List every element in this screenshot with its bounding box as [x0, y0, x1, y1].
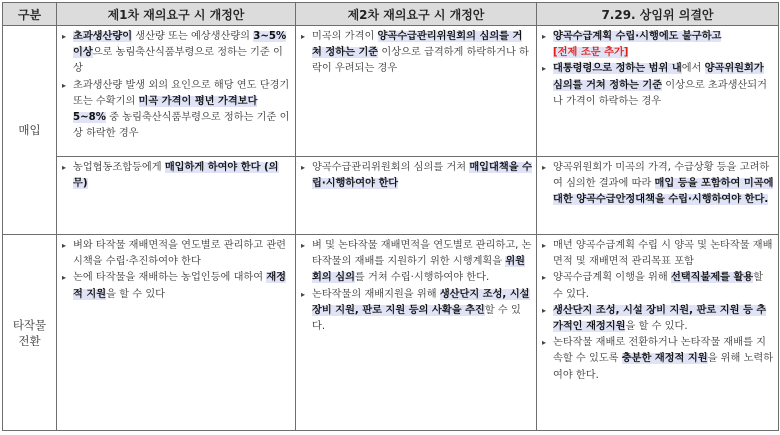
list-item	[61, 270, 291, 302]
text-segment: 미곡의 가격이	[312, 31, 378, 42]
list-item	[541, 29, 774, 61]
header-row	[3, 3, 779, 26]
text-segment: 할 수 있다.	[312, 304, 521, 333]
list-item	[61, 78, 291, 143]
table-row	[3, 26, 779, 157]
highlighted-text: 양곡수급관리위원회의 심의를 거쳐 정하는 기준	[312, 31, 523, 59]
cell-r3-c3	[537, 235, 779, 431]
bullet-list	[541, 160, 774, 209]
text-segment: 매년 양곡수급계획 수립 시 양곡 및 논타작물 재배면적 및 재배면적 관리목표 포함	[553, 240, 773, 268]
cell-r1-c1	[57, 26, 296, 157]
bullet-list	[61, 160, 291, 192]
text-segment: 논에 타작물을 재배하는 농업인등에 대하여	[73, 272, 267, 284]
highlighted-text: [전제 조문 추가]	[553, 47, 629, 59]
category-crop-switch-line2: 전환	[18, 333, 41, 348]
category-crop-switch	[3, 235, 57, 431]
highlighted-text: 생산단지 조성, 시설장비 지원, 판로 지원 등의 사확을 추진	[312, 288, 530, 316]
text-segment: 중 농림축산식품부령으로 정하는 기준 이상 하락한 경우	[73, 112, 290, 140]
bullet-list	[61, 238, 291, 303]
list-item	[300, 160, 532, 192]
cell-r1-c2	[296, 26, 537, 157]
text-segment: 벼 및 논타작물 재배면적을 연도별로 관리하고, 논타작물의 재배를 지원하기 위한 시행계획을	[312, 240, 532, 268]
list-item	[61, 160, 291, 192]
category-purchase: 매입	[3, 26, 57, 235]
highlighted-text: 3~5% 이상	[73, 31, 287, 59]
highlighted-text: 위원회의 심의	[312, 256, 526, 284]
highlighted-text: 대통령령으로 정하는 범위 내	[553, 63, 682, 75]
text-segment: 으로 농림축산식품부령으로 정하는 기준 이상	[73, 47, 283, 75]
cell-r2-c1	[57, 157, 296, 235]
text-segment: 이상으로 초과생산되거나 가격이 하락하는 경우	[553, 79, 767, 107]
text-segment: 할 수 있다.	[553, 272, 764, 300]
table-row	[3, 235, 779, 431]
highlighted-text: 미곡 가격이 평년 가격보다 5~8%	[73, 95, 258, 124]
text-segment: 이상으로 급격하게 하락하거나 하락이 우려되는 경우	[312, 47, 529, 75]
cell-r2-c3	[537, 157, 779, 235]
bullet-list	[61, 29, 291, 142]
comparison-table	[2, 2, 779, 431]
bullet-list	[541, 238, 774, 384]
list-item	[300, 287, 532, 336]
text-segment: 논타작물 재배로 전환하거나 논타작물 재배를 지속할 수 있도록	[553, 337, 767, 365]
highlighted-text: 양곡수급계획 수립·시행에도 불구하고	[553, 31, 722, 42]
highlighted-text: 선택직불제를 활용	[670, 272, 754, 284]
highlighted-text: 충분한 재정적 지원	[621, 353, 708, 365]
text-segment: 을 할 수 있다.	[625, 321, 688, 333]
header-category: 구분	[3, 3, 57, 26]
cell-r3-c1	[57, 235, 296, 431]
text-segment: 초과생산량 발생 외의 요인으로 해당 연도 단경기 또는 수확기의	[73, 79, 290, 107]
bullet-list	[300, 160, 532, 192]
highlighted-text: 재정적 지원	[73, 272, 287, 300]
header-committee-resolution: 7.29. 상임위 의결안	[537, 3, 779, 26]
highlighted-text: 생산단지 조성, 시설 장비 지원, 판로 지원 등 추가적인 재정지원	[553, 304, 767, 333]
text-segment: 농업협동조합등에게	[73, 162, 165, 173]
bullet-list	[541, 29, 774, 110]
list-item	[300, 238, 532, 287]
highlighted-text: 매입대책을 수립·시행하여야 한다	[312, 162, 532, 190]
table-row	[3, 157, 779, 235]
list-item	[61, 238, 291, 270]
text-segment: 양곡수급관리위원회의 심의를 거쳐	[312, 162, 470, 173]
list-item	[61, 29, 291, 78]
text-segment: 을 위해 노력하여야 한다.	[553, 353, 774, 381]
highlighted-text: 매입하게 하여야 한다 (의무)	[73, 162, 279, 190]
text-segment: 논타작물의 재배지원을 위해	[312, 288, 440, 300]
list-item	[541, 160, 774, 209]
bullet-list	[300, 29, 532, 78]
list-item	[541, 238, 774, 270]
highlighted-text: 매입 등을 포함하여 미곡에 대한 양곡수급안정대책을 수립·시행하여야 한다.	[553, 178, 774, 206]
text-segment: 을 할 수 있다	[106, 288, 165, 300]
category-crop-switch-line1: 타작물	[12, 317, 47, 332]
text-segment: 벼와 타작물 재배면적을 연도별로 관리하고 관련 시책을 수립·추진하여야 한다	[73, 240, 287, 268]
highlighted-text: 초과생산량이	[73, 31, 133, 42]
bullet-list	[300, 238, 532, 335]
text-segment: 에서	[681, 63, 705, 75]
list-item	[300, 29, 532, 78]
list-item	[541, 335, 774, 384]
text-segment: 양곡위원회가 미곡의 가격, 수급상황 등을 고려하여 심의한 결과에 따라	[553, 162, 770, 190]
text-segment: 를 거쳐 수립·시행하여야 한다.	[354, 272, 490, 284]
list-item	[541, 303, 774, 335]
header-second-reconsideration: 제2차 재의요구 시 개정안	[296, 3, 537, 26]
text-segment: 양곡수급계획 이행을 위해	[553, 272, 671, 284]
header-first-reconsideration: 제1차 재의요구 시 개정안	[57, 3, 296, 26]
text-segment: 생산량 또는 예상생산량의	[132, 31, 254, 42]
cell-r3-c2	[296, 235, 537, 431]
highlighted-text: 양곡위원회가 심의를 거쳐 정하는 기준	[553, 63, 764, 91]
cell-r1-c3	[537, 26, 779, 157]
list-item	[541, 270, 774, 302]
list-item	[541, 61, 774, 110]
cell-r2-c2	[296, 157, 537, 235]
